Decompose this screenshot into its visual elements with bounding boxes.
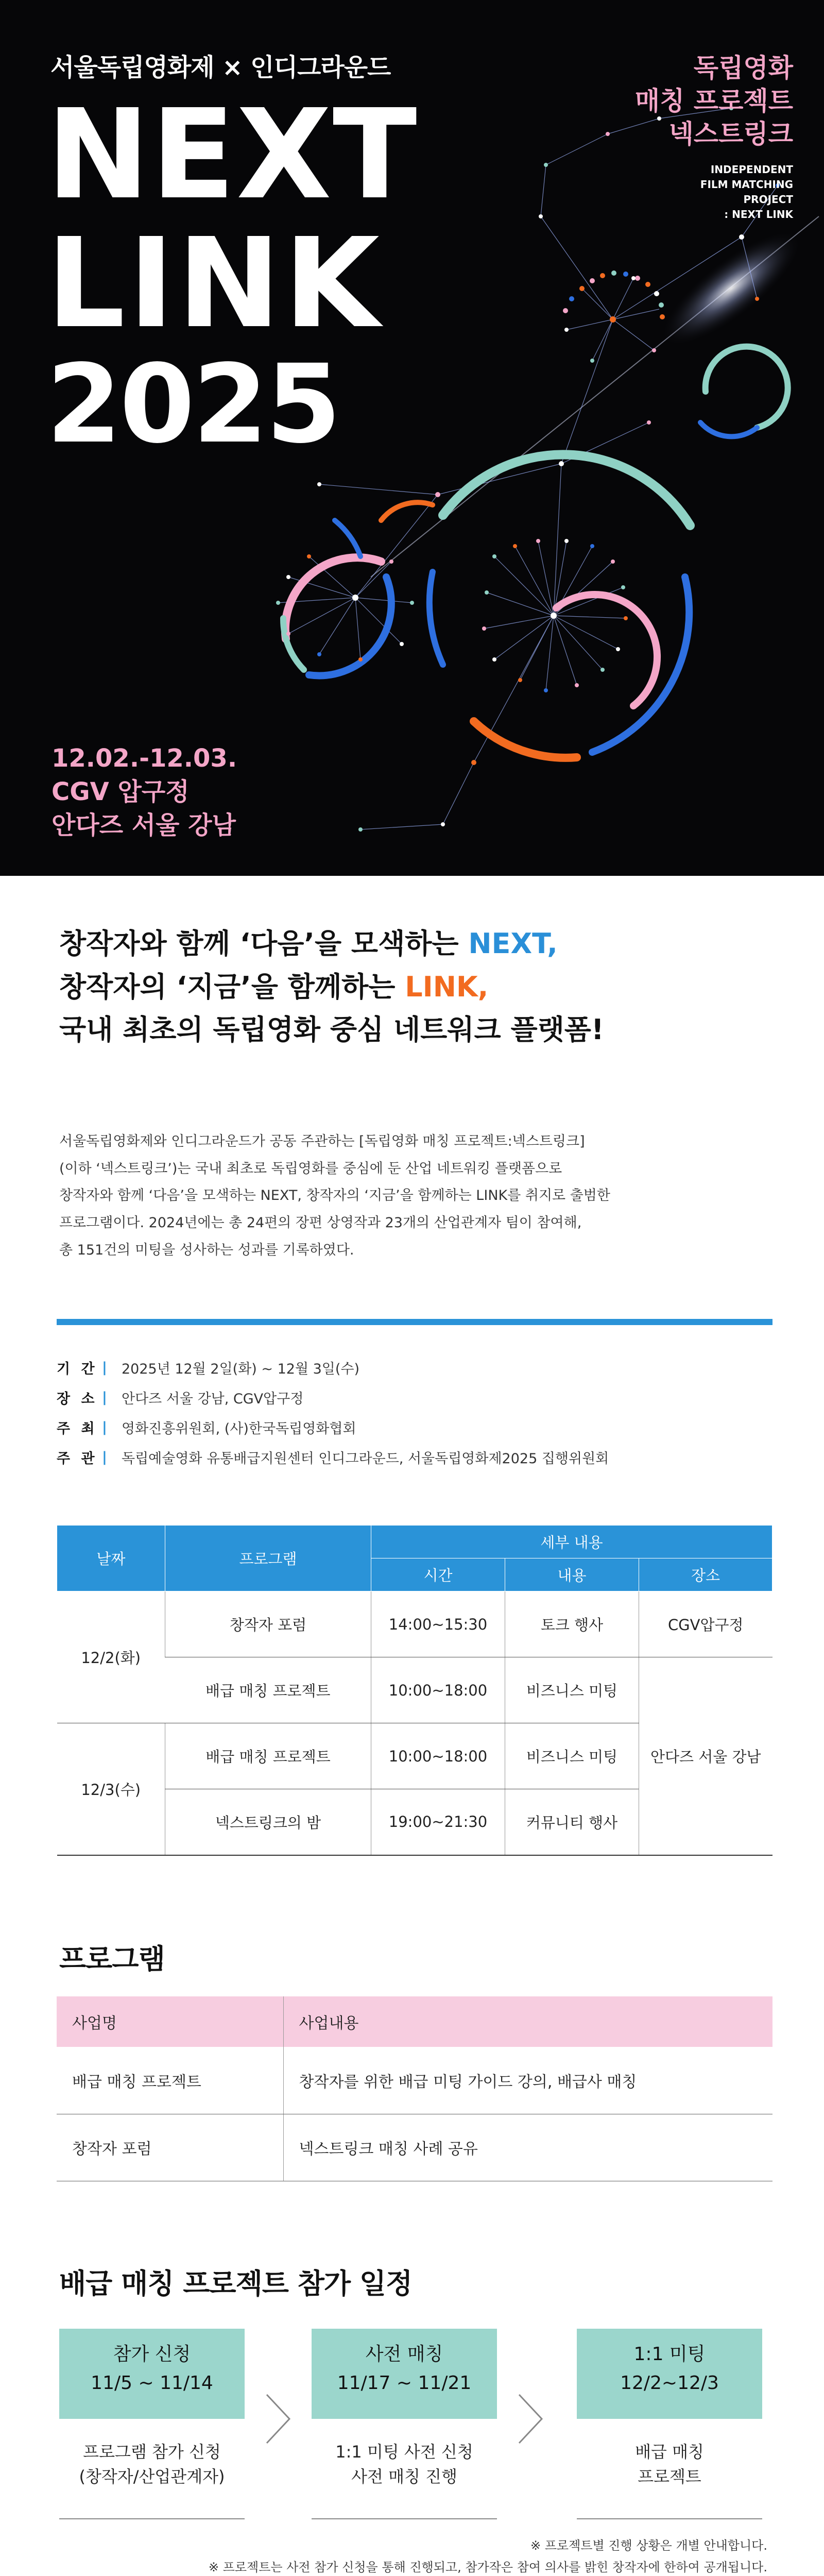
step-meeting bbox=[577, 2329, 762, 2419]
distribution-notes bbox=[209, 2535, 767, 2576]
step-desc-line: (창작자/산업관계자) bbox=[79, 2467, 225, 2486]
step-desc-line: 1:1 미팅 사전 신청 bbox=[335, 2442, 473, 2462]
event-info bbox=[57, 1352, 778, 1472]
time-cell: 14:00~15:30 bbox=[371, 1591, 505, 1657]
intro-line: 창작자와 함께 ‘다음’을 모색하는 NEXT, 창작자의 ‘지금’을 함께하는 LINK를 취지로 출범한 bbox=[59, 1188, 610, 1204]
info-value: 안다즈 서울 강남, CGV압구정 bbox=[122, 1391, 304, 1407]
schedule-header-row bbox=[57, 1526, 772, 1558]
table-row bbox=[57, 1591, 772, 1657]
time-cell: 10:00~18:00 bbox=[371, 1723, 505, 1789]
time-cell: 19:00~21:30 bbox=[371, 1789, 505, 1855]
program-desc: 넥스트링크 매칭 사례 공유 bbox=[283, 2114, 772, 2181]
step-desc-line: 사전 매칭 진행 bbox=[351, 2467, 457, 2486]
step-period: 11/17 ~ 11/21 bbox=[337, 2372, 472, 2394]
table-row bbox=[57, 2047, 772, 2114]
table-row bbox=[57, 2114, 772, 2181]
info-row-venue bbox=[57, 1382, 778, 1412]
info-key: 기 간 bbox=[57, 1361, 98, 1377]
place-cell: 안다즈 서울 강남 bbox=[639, 1657, 772, 1855]
info-row-organizer bbox=[57, 1442, 778, 1472]
step-name: 사전 매칭 bbox=[365, 2344, 443, 2365]
hero-kicker: 서울독립영화제 × 인디그라운드 bbox=[50, 53, 391, 82]
col-content: 내용 bbox=[505, 1558, 639, 1591]
info-row-host bbox=[57, 1412, 778, 1442]
right-sub-line: FILM MATCHING bbox=[700, 178, 793, 191]
hero-poster bbox=[0, 0, 824, 876]
step-prematch-desc bbox=[312, 2439, 497, 2519]
step-period: 12/2~12/3 bbox=[620, 2372, 719, 2394]
col-program: 프로그램 bbox=[165, 1526, 371, 1591]
step-desc-line: 프로젝트 bbox=[638, 2467, 701, 2486]
hero-right-subtitle bbox=[700, 162, 793, 222]
headline-link-word: LINK, bbox=[405, 970, 489, 1003]
col-detail: 세부 내용 bbox=[371, 1526, 772, 1558]
step-desc-line: 프로그램 참가 신청 bbox=[83, 2442, 221, 2462]
chevron-right-icon bbox=[263, 2391, 294, 2447]
program-name: 창작자 포럼 bbox=[57, 2114, 283, 2181]
col-place: 장소 bbox=[639, 1558, 772, 1591]
hero-venue-2: 안다즈 서울 강남 bbox=[52, 810, 236, 840]
info-separator: | bbox=[102, 1389, 107, 1405]
program-cell: 넥스트링크의 밤 bbox=[165, 1789, 371, 1855]
col-time: 시간 bbox=[371, 1558, 505, 1591]
info-value: 2025년 12월 2일(화) ~ 12월 3일(수) bbox=[122, 1361, 360, 1377]
content-cell: 비즈니스 미팅 bbox=[505, 1657, 639, 1723]
schedule-table bbox=[57, 1525, 772, 1856]
intro-line: 총 151건의 미팅을 성사하는 성과를 기록하였다. bbox=[59, 1242, 354, 1258]
info-key: 장 소 bbox=[57, 1391, 98, 1407]
content-cell: 토크 행사 bbox=[505, 1591, 639, 1657]
info-separator: | bbox=[102, 1359, 107, 1376]
content-cell: 비즈니스 미팅 bbox=[505, 1723, 639, 1789]
place-cell: CGV압구정 bbox=[639, 1591, 772, 1657]
hero-dates bbox=[52, 742, 237, 842]
program-table bbox=[57, 1996, 772, 2181]
info-key: 주 관 bbox=[57, 1450, 98, 1467]
right-sub-line: PROJECT bbox=[743, 193, 793, 206]
chevron-right-icon bbox=[515, 2391, 546, 2447]
program-header-row bbox=[57, 1996, 772, 2047]
intro-line: 프로그램이다. 2024년에는 총 24편의 장편 상영작과 23개의 산업관계자 팀이 참여해, bbox=[59, 1214, 582, 1231]
program-col-desc: 사업내용 bbox=[283, 1996, 772, 2047]
step-apply-desc bbox=[59, 2439, 245, 2519]
step-meeting-desc bbox=[577, 2439, 762, 2519]
info-value: 영화진흥위원회, (사)한국독립영화협회 bbox=[122, 1420, 356, 1437]
time-cell: 10:00~18:00 bbox=[371, 1657, 505, 1723]
distribution-section-title: 배급 매칭 프로젝트 참가 일정 bbox=[59, 2267, 413, 2300]
step-desc-line: 배급 매칭 bbox=[635, 2442, 704, 2462]
info-row-period bbox=[57, 1352, 778, 1382]
step-name: 참가 신청 bbox=[113, 2344, 191, 2365]
info-key: 주 최 bbox=[57, 1420, 98, 1437]
program-cell: 창작자 포럼 bbox=[165, 1591, 371, 1657]
program-col-name: 사업명 bbox=[57, 1996, 283, 2047]
program-section-title: 프로그램 bbox=[59, 1943, 165, 1975]
intro-paragraph bbox=[59, 1128, 770, 1264]
content-cell: 커뮤니티 행사 bbox=[505, 1789, 639, 1855]
intro-line: 서울독립영화제와 인디그라운드가 공동 주관하는 [독립영화 매칭 프로젝트:넥스트링크] bbox=[59, 1133, 585, 1149]
hero-title-year: 2025 bbox=[46, 341, 339, 467]
right-sub-line: : NEXT LINK bbox=[724, 208, 793, 221]
right-title-line: 넥스트링크 bbox=[668, 119, 793, 149]
headline-line-2: 창작자의 ‘지금’을 함께하는 bbox=[59, 970, 405, 1003]
headline bbox=[59, 922, 770, 1052]
headline-next-word: NEXT, bbox=[468, 927, 558, 960]
step-prematch bbox=[312, 2329, 497, 2419]
right-title-line: 매칭 프로젝트 bbox=[634, 86, 793, 116]
hero-venue-1: CGV 압구정 bbox=[52, 777, 190, 806]
step-name: 1:1 미팅 bbox=[633, 2344, 706, 2365]
date-cell: 12/3(수) bbox=[57, 1723, 165, 1855]
program-desc: 창작자를 위한 배급 미팅 가이드 강의, 배급사 매칭 bbox=[283, 2047, 772, 2114]
hero-date-range: 12.02.-12.03. bbox=[52, 744, 237, 773]
info-value: 독립예술영화 유통배급지원센터 인디그라운드, 서울독립영화제2025 집행위원회 bbox=[122, 1450, 609, 1467]
program-cell: 배급 매칭 프로젝트 bbox=[165, 1723, 371, 1789]
hero-title-link: LINK bbox=[46, 211, 383, 355]
note-line: ※ 프로젝트는 사전 참가 신청을 통해 진행되고, 참가작은 참여 의사를 밝힌 창작자에 한하여 공개됩니다. bbox=[208, 2560, 767, 2574]
note-line: ※ 프로젝트별 진행 상황은 개별 안내합니다. bbox=[530, 2538, 767, 2553]
hero-title-next: NEXT bbox=[46, 82, 418, 227]
section-divider bbox=[57, 1319, 772, 1325]
info-separator: | bbox=[102, 1419, 107, 1435]
program-cell: 배급 매칭 프로젝트 bbox=[165, 1657, 371, 1723]
headline-line-1: 창작자와 함께 ‘다음’을 모색하는 bbox=[59, 927, 469, 960]
step-period: 11/5 ~ 11/14 bbox=[91, 2372, 213, 2394]
info-separator: | bbox=[102, 1449, 107, 1465]
step-apply bbox=[59, 2329, 245, 2419]
right-sub-line: INDEPENDENT bbox=[710, 163, 793, 176]
right-title-line: 독립영화 bbox=[693, 53, 793, 83]
intro-line: (이하 ‘넥스트링크’)는 국내 최초로 독립영화를 중심에 둔 산업 네트워킹 플랫폼으로 bbox=[59, 1160, 562, 1177]
program-name: 배급 매칭 프로젝트 bbox=[57, 2047, 283, 2114]
col-date: 날짜 bbox=[57, 1526, 165, 1591]
headline-line-3: 국내 최초의 독립영화 중심 네트워크 플랫폼! bbox=[59, 1013, 604, 1046]
hero-right-title bbox=[635, 52, 793, 150]
date-cell: 12/2(화) bbox=[57, 1591, 165, 1723]
